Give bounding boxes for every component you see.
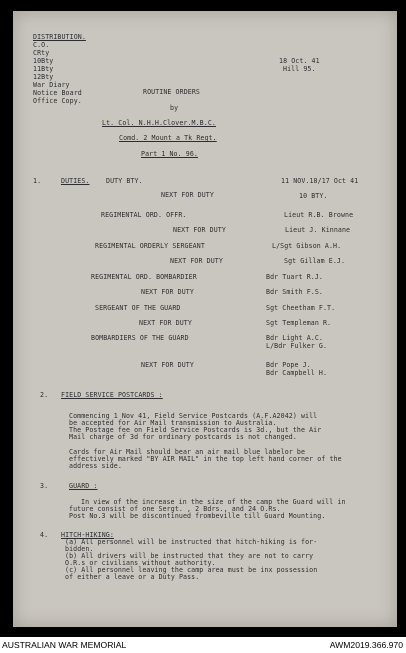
document-title: ROUTINE ORDERS <box>143 88 200 96</box>
document-place: Hill 95. <box>283 65 316 73</box>
distribution-item: 11Bty <box>33 65 54 73</box>
paragraph-line: Post No.3 will be discontinued frombeville till Guard Mounting. <box>69 512 326 520</box>
paragraph-line: future consist of one Sergt. , 2 Bdrs., and 24 O.Rs. <box>69 505 281 513</box>
duty-label: REGIMENTAL ORD. OFFR. <box>101 211 187 219</box>
paragraph-line: (c) All personnel leaving the camp area must be inx possession <box>65 566 318 574</box>
duty-value: Sgt Templeman R. <box>266 319 332 327</box>
paragraph-line: effectively marked "BY AIR MAIL" in the top left hand corner of the <box>69 455 342 463</box>
duty-value: Sgt Cheetham F.T. <box>266 304 336 312</box>
duty-label: REGIMENTAL ORDERLY SERGEANT <box>95 242 205 250</box>
header-officer: Lt. Col. N.H.H.Clover.M.B.C. <box>102 119 216 127</box>
document-date: 18 Oct. 41 <box>279 57 320 65</box>
footer-institution: AUSTRALIAN WAR MEMORIAL <box>2 640 127 650</box>
duty-value: Bdr Pope J. <box>266 361 311 369</box>
distribution-item: 10Bty <box>33 57 54 65</box>
paragraph-line: O.R.s or civilians without authority. <box>65 559 216 567</box>
section-number: 3. <box>40 482 49 490</box>
duty-label: NEXT FOR DUTY <box>141 288 194 296</box>
distribution-item: 12Bty <box>33 73 54 81</box>
duty-label: NEXT FOR DUTY <box>170 257 223 265</box>
paragraph-line: Mail charge of 3d for ordinary postcards is not changed. <box>69 433 297 441</box>
duty-value: L/Bdr Fulker G. <box>266 342 328 350</box>
footer-bar <box>0 637 406 653</box>
paragraph-line: bidden. <box>65 545 94 553</box>
duty-label: BOMBARDIERS OF THE GUARD <box>91 334 189 342</box>
duty-value: Bdr Campbell H. <box>266 369 328 377</box>
paragraph-line: In view of the increase in the size of the camp the Guard will in <box>81 498 346 506</box>
duty-value: Lieut J. Kinnane <box>285 226 351 234</box>
distribution-item: CRty <box>33 49 50 57</box>
distribution-heading: DISTRIBUTION. <box>33 33 86 41</box>
document-page <box>13 11 397 627</box>
header-by: by <box>170 104 179 112</box>
duty-value: L/Sgt Gibson A.H. <box>272 242 342 250</box>
section-title: FIELD SERVICE POSTCARDS : <box>61 391 163 399</box>
duty-date: 11 NOV.18/17 Oct 41 <box>281 177 359 185</box>
paragraph-line: (b) All drivers will be instructed that they are not to carry <box>65 552 314 560</box>
duty-label: SERGEANT OF THE GUARD <box>95 304 181 312</box>
header-part: Part 1 No. 96. <box>141 150 198 158</box>
duty-value: Lieut R.B. Browne <box>284 211 354 219</box>
duty-label: REGIMENTAL ORD. BOMBARDIER <box>91 273 197 281</box>
paragraph-line: (a) All personnel will be instructed that hitch-hiking is for- <box>65 538 318 546</box>
paragraph-line: be accepted for Air Mail transmission to Australia. <box>69 419 277 427</box>
duty-label: NEXT FOR DUTY <box>173 226 226 234</box>
duty-value: 10 BTY. <box>299 192 328 200</box>
duty-value: Bdr Light A.C. <box>266 334 323 342</box>
footer-catalog-id: AWM2019.366.970 <box>329 640 403 650</box>
paragraph-line: Cards for Air Mail should bear an air mail blue labelor be <box>69 448 306 456</box>
duty-label: NEXT FOR DUTY <box>139 319 192 327</box>
header-command: Comd. 2 Mount a Tk Regt. <box>119 134 217 142</box>
paragraph-line: Commencing 1 Nov 41, Field Service Postcards (A.F.A2042) will <box>69 412 318 420</box>
duty-value: Sgt Gillam E.J. <box>284 257 346 265</box>
section-number: 1. <box>33 177 42 185</box>
paragraph-line: The Postage fee on Field Service Postcards is 3d., but the Air <box>69 426 322 434</box>
distribution-item: Office Copy. <box>33 97 82 105</box>
distribution-item: C.O. <box>33 41 50 49</box>
duty-value: Bdr Smith F.S. <box>266 288 323 296</box>
section-number: 4. <box>40 531 49 539</box>
paragraph-line: of either a leave or a Duty Pass. <box>65 573 200 581</box>
section-title: GUARD : <box>69 482 98 490</box>
section-number: 2. <box>40 391 49 399</box>
duty-heading: DUTY BTY. <box>106 177 143 185</box>
paragraph-line: address side. <box>69 462 122 470</box>
duty-label: NEXT FOR DUTY <box>141 361 194 369</box>
distribution-item: War Diary <box>33 81 70 89</box>
duty-value: Bdr Tuart R.J. <box>266 273 323 281</box>
section-title: DUTIES. <box>61 177 90 185</box>
distribution-item: Notice Board <box>33 89 82 97</box>
duty-label: NEXT FOR DUTY <box>161 191 214 199</box>
section-title: HITCH-HIKING: <box>61 531 114 539</box>
